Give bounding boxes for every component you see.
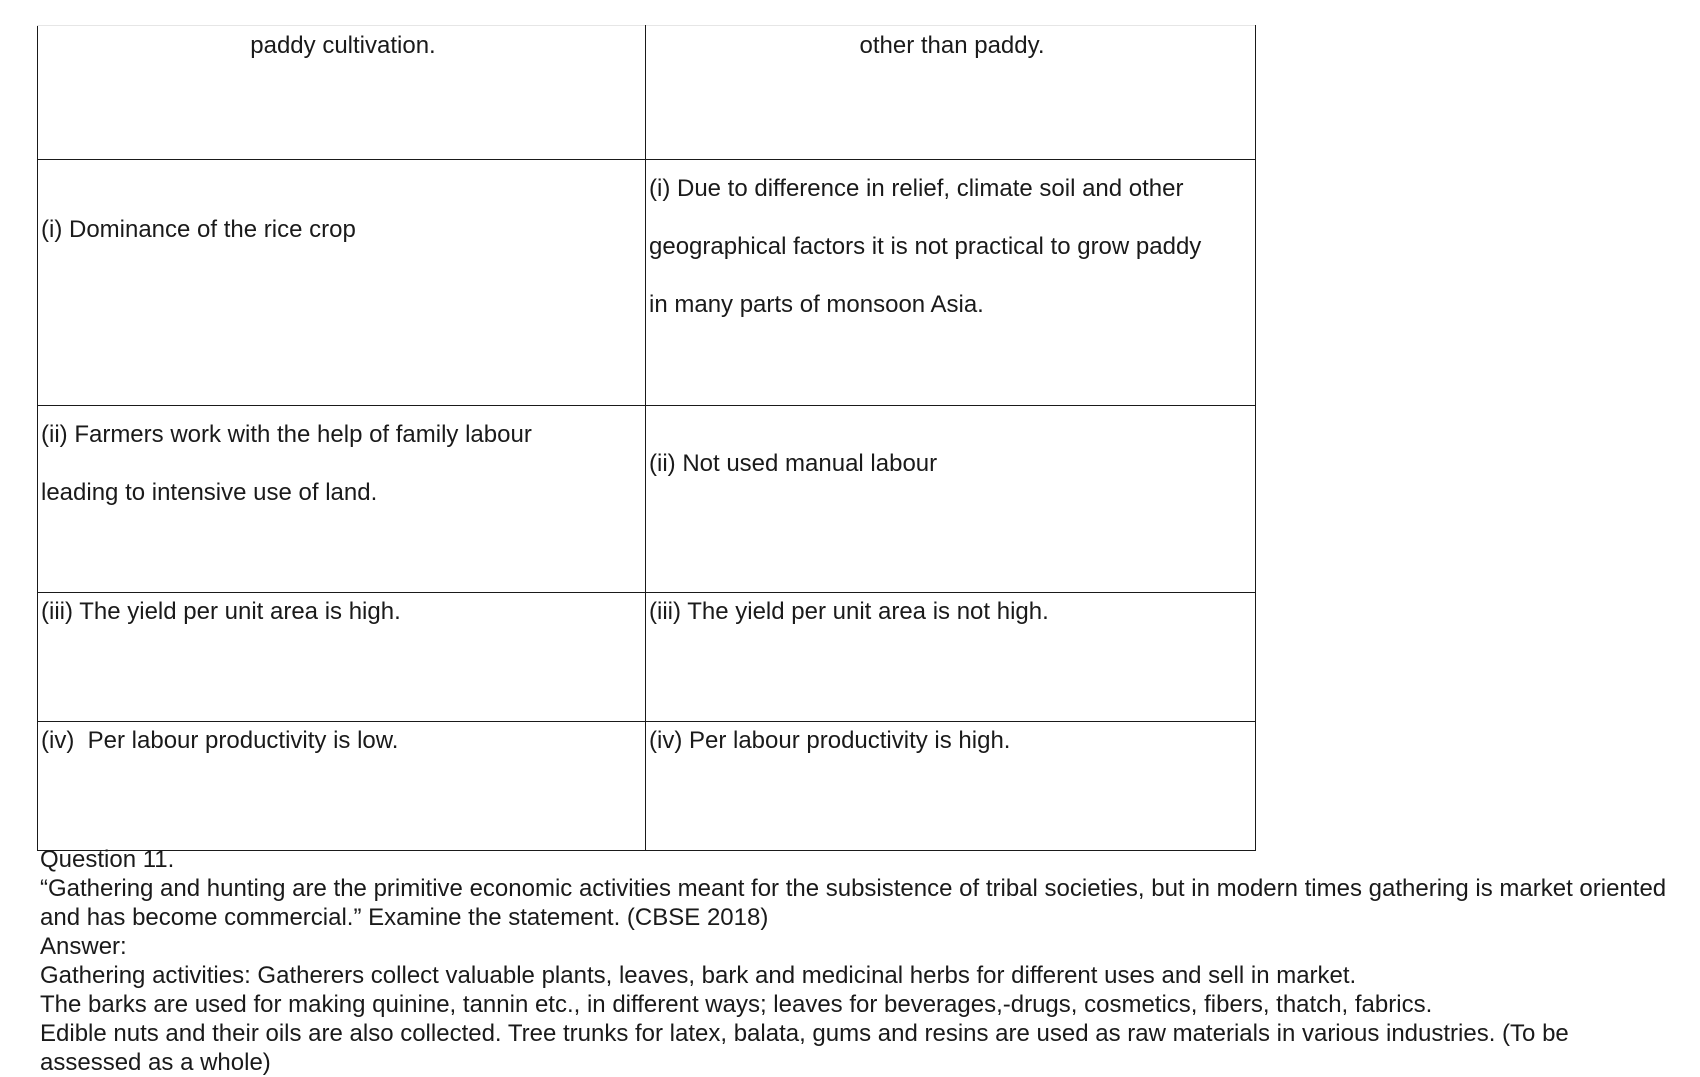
- table-row: [38, 722, 1256, 851]
- table-row: [38, 593, 1256, 722]
- cell-text: paddy cultivation.: [250, 32, 436, 59]
- table-cell-left: [38, 722, 646, 851]
- table-cell-left: [38, 26, 646, 160]
- cell-line: (ii) Farmers work with the help of family labour: [41, 421, 532, 448]
- table-cell-right: [646, 593, 1256, 722]
- answer-line: Gathering activities: Gatherers collect valuable plants, leaves, bark and medicinal herbs for different uses and sell in market.: [40, 962, 1357, 989]
- cell-text: (ii) Not used manual labour: [649, 450, 938, 477]
- table-cell-left: [38, 160, 646, 406]
- cell-text: [649, 160, 1255, 334]
- cell-line: geographical factors it is not practical to grow paddy: [649, 233, 1202, 260]
- cell-text: other than paddy.: [859, 32, 1045, 59]
- table-row: [38, 406, 1256, 593]
- table-row: [38, 26, 1256, 160]
- table-cell-right: [646, 160, 1256, 406]
- answer-line: The barks are used for making quinine, tannin etc., in different ways; leaves for beverages,-drugs, cosmetics, fibers, thatch, fabrics.: [40, 991, 1433, 1018]
- question-number: Question 11.: [40, 846, 175, 873]
- cell-line: in many parts of monsoon Asia.: [649, 291, 984, 318]
- answer-label: Answer:: [40, 933, 127, 960]
- cell-text: (iii) The yield per unit area is high.: [41, 598, 401, 625]
- table-cell-right: [646, 26, 1256, 160]
- table-row: [38, 160, 1256, 406]
- table-cell-right: [646, 406, 1256, 593]
- cell-line: (i) Due to difference in relief, climate soil and other: [649, 175, 1184, 202]
- comparison-table: [37, 25, 1256, 851]
- question-text: “Gathering and hunting are the primitive economic activities meant for the subsistence of tribal societies, but in modern times gathering is market oriented and has become commercial.” Examine the statement. (CBSE 2018): [40, 875, 1667, 931]
- cell-text: (i) Dominance of the rice crop: [41, 216, 356, 243]
- cell-text: (iv) Per labour productivity is high.: [649, 727, 1011, 754]
- table-cell-right: [646, 722, 1256, 851]
- cell-text: [41, 406, 645, 522]
- table-cell-left: [38, 593, 646, 722]
- cell-text: (iv) Per labour productivity is low.: [41, 727, 399, 754]
- table-cell-left: [38, 406, 646, 593]
- answer-line: Edible nuts and their oils are also collected. Tree trunks for latex, balata, gums and resins are used as raw materials in various industries. (To be assessed as a whole): [40, 1020, 1569, 1076]
- question-section: [40, 845, 1670, 1077]
- cell-line: leading to intensive use of land.: [41, 479, 378, 506]
- cell-text: (iii) The yield per unit area is not high.: [649, 598, 1049, 625]
